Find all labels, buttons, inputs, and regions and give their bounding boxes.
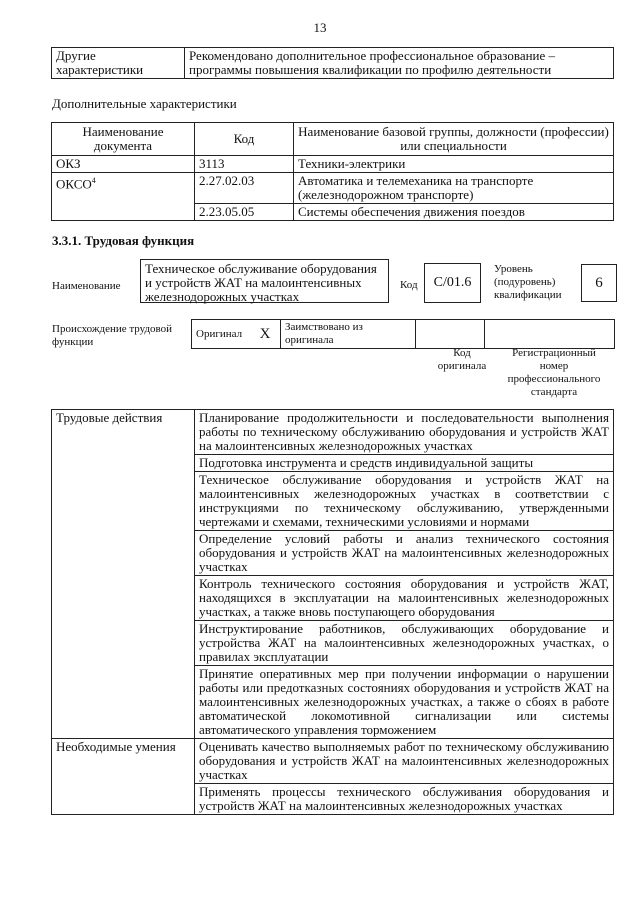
skills-label: Необходимые умения <box>52 739 195 815</box>
level-value: 6 <box>581 264 617 302</box>
header-document: Наименование документа <box>52 123 195 156</box>
additional-characteristics-title: Дополнительные характеристики <box>52 96 237 111</box>
code-original-cell <box>416 320 485 349</box>
header-group-name: Наименование базовой группы, должности (профессии) или специальности <box>294 123 614 156</box>
actions-label: Трудовые действия <box>52 410 195 739</box>
reg-number-cell <box>485 320 615 349</box>
origin-table <box>191 319 615 349</box>
name-cell: Автоматика и телемеханика на транспорте (железнодорожном транспорте) <box>294 173 614 204</box>
action-item: Планирование продолжительности и последовательности выполнения работы по техническому обслуживанию оборудования и устройств ЖАТ на малоинтенсивных железнодорожных участках <box>195 410 614 455</box>
code-cell: 2.27.02.03 <box>195 173 294 204</box>
original-label: Оригинал <box>192 320 251 349</box>
skill-item: Применять процессы технического обслуживания оборудования и устройств ЖАТ на малоинтенсивных железнодорожных участках <box>195 784 614 815</box>
other-characteristics-value: Рекомендовано дополнительное профессиональное образование – программы повышения квалификации по профилю деятельности <box>185 48 614 79</box>
skill-item: Оценивать качество выполняемых работ по техническому обслуживанию оборудования и устройств ЖАТ на малоинтенсивных железнодорожных участках <box>195 739 614 784</box>
action-item: Определение условий работы и анализ технического состояния оборудования и устройств ЖАТ на малоинтенсивных железнодорожных участках <box>195 531 614 576</box>
level-label: Уровень (подуровень) квалификации <box>494 263 562 301</box>
doc-cell <box>52 173 195 221</box>
labor-function-title: 3.3.1. Трудовая функция <box>52 233 195 248</box>
name-cell: Системы обеспечения движения поездов <box>294 204 614 221</box>
page-number: 13 <box>313 20 327 35</box>
name-cell: Техники-электрики <box>294 156 614 173</box>
action-item: Техническое обслуживание оборудования и устройств ЖАТ на малоинтенсивных железнодорожных участках в соответствии с инструкциями по техническому обслуживанию, утвержденными чертежами и схемами, техническими условиями и нормами <box>195 472 614 531</box>
action-item: Контроль технического состояния оборудования и устройств ЖАТ, находящихся в эксплуатации на малоинтенсивных железнодорожных участках, а также вновь поступающего оборудования <box>195 576 614 621</box>
other-characteristics-table <box>51 47 614 79</box>
action-item: Подготовка инструмента и средств индивидуальной защиты <box>195 455 614 472</box>
action-item: Инструктирование работников, обслуживающих оборудование и устройства ЖАТ на малоинтенсивных железнодорожных участках, о правилах эксплуатации <box>195 621 614 666</box>
original-mark: X <box>250 320 281 349</box>
labor-actions-table <box>51 409 614 815</box>
header-code: Код <box>195 123 294 156</box>
other-characteristics-label: Другие характеристики <box>52 48 185 79</box>
function-name-value: Техническое обслуживание оборудования и устройств ЖАТ на малоинтенсивных железнодорожных участках <box>140 259 389 303</box>
reg-number-label: Регистрационный номер профессионального стандарта <box>507 347 601 398</box>
table-row <box>52 156 614 173</box>
code-cell: 3113 <box>195 156 294 173</box>
code-cell: 2.23.05.05 <box>195 204 294 221</box>
additional-characteristics-table <box>51 122 614 221</box>
code-label: Код <box>400 279 418 291</box>
name-label: Наименование <box>52 280 121 292</box>
borrowed-label: Заимствовано из оригинала <box>281 320 416 349</box>
action-item: Принятие оперативных мер при получении информации о нарушении работы или предотказных состояниях оборудования и устройств ЖАТ на малоинтенсивных железнодорожных участках, а также о сбоях в работе автоматической локомотивной сигнализации или системы автоматического управления торможением <box>195 666 614 739</box>
function-code-value: C/01.6 <box>424 263 481 303</box>
doc-cell: ОКЗ <box>52 156 195 173</box>
origin-label: Происхождение трудовой функции <box>52 323 173 348</box>
code-original-label: Код оригинала <box>437 347 487 372</box>
table-row <box>52 173 614 204</box>
doc-text: ОКСО <box>56 176 92 192</box>
footnote-mark: 4 <box>91 176 96 185</box>
